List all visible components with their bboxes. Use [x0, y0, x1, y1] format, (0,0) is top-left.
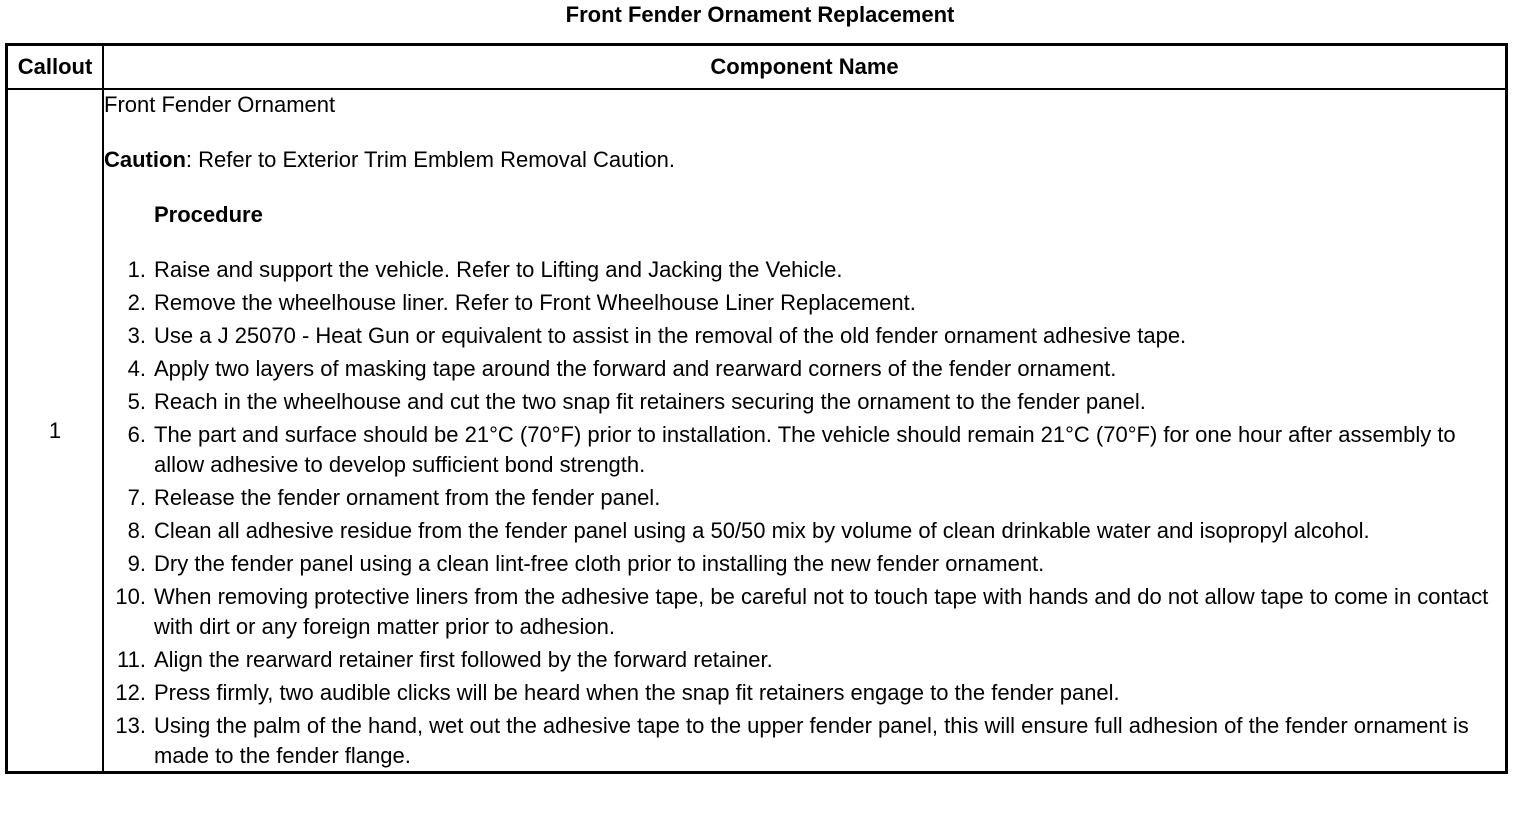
step-text: Using the palm of the hand, wet out the adhesive tape to the upper fender panel, this will ensure full adhesion of the fender ornament is made to the fender flange. [154, 713, 1469, 768]
list-item [104, 288, 1505, 318]
caution-label: Caution [104, 147, 186, 172]
list-item [104, 420, 1505, 480]
step-text: When removing protective liners from the adhesive tape, be careful not to touch tape with hands and do not allow tape to come in contact with dirt or any foreign matter prior to adhesion. [154, 584, 1489, 639]
list-item [104, 483, 1505, 513]
caution-text: : Refer to Exterior Trim Emblem Removal Caution. [185, 147, 675, 172]
table-header-row [7, 45, 1507, 90]
step-number: 2. [127, 290, 146, 315]
step-number: 9. [127, 551, 146, 576]
list-item [104, 516, 1505, 546]
step-number: 13. [115, 713, 146, 738]
caution-note [104, 145, 1505, 175]
component-name: Front Fender Ornament [104, 92, 336, 117]
step-text: Remove the wheelhouse liner. Refer to Front Wheelhouse Liner Replacement. [154, 290, 916, 315]
procedure-table [5, 43, 1508, 774]
step-text: Press firmly, two audible clicks will be heard when the snap fit retainers engage to the fender panel. [154, 680, 1120, 705]
list-item [104, 549, 1505, 579]
page-title: Front Fender Ornament Replacement [565, 2, 955, 27]
step-text: Raise and support the vehicle. Refer to Lifting and Jacking the Vehicle. [154, 257, 843, 282]
step-number: 5. [127, 389, 146, 414]
step-number: 3. [127, 323, 146, 348]
step-text: Release the fender ornament from the fender panel. [154, 485, 661, 510]
list-item [104, 645, 1505, 675]
step-number: 12. [115, 680, 146, 705]
column-header-callout: Callout [7, 45, 104, 90]
list-item [104, 321, 1505, 351]
step-number: 11. [117, 647, 146, 672]
step-number: 4. [127, 356, 146, 381]
list-item [104, 387, 1505, 417]
list-item [104, 354, 1505, 384]
step-number: 6. [127, 422, 146, 447]
table-row [7, 89, 1507, 773]
list-item [104, 678, 1505, 708]
list-item [104, 255, 1505, 285]
step-text: Reach in the wheelhouse and cut the two snap fit retainers securing the ornament to the fender panel. [154, 389, 1146, 414]
step-text: Clean all adhesive residue from the fender panel using a 50/50 mix by volume of clean drinkable water and isopropyl alcohol. [154, 518, 1370, 543]
step-text: Align the rearward retainer first followed by the forward retainer. [154, 647, 773, 672]
step-number: 8. [127, 518, 146, 543]
column-header-component-name: Component Name [103, 45, 1507, 90]
list-item [104, 582, 1505, 642]
step-text: Use a J 25070 - Heat Gun or equivalent to assist in the removal of the old fender ornament adhesive tape. [154, 323, 1187, 348]
step-number: 7. [127, 485, 146, 510]
step-number: 10. [115, 584, 146, 609]
list-item [104, 711, 1505, 771]
step-text: Apply two layers of masking tape around the forward and rearward corners of the fender ornament. [154, 356, 1117, 381]
step-text: Dry the fender panel using a clean lint-free cloth prior to installing the new fender ornament. [154, 551, 1045, 576]
procedure-steps [104, 255, 1505, 771]
step-text: The part and surface should be 21°C (70°F) prior to installation. The vehicle should remain 21°C (70°F) for one hour after assembly to allow adhesive to develop sufficient bond strength. [154, 422, 1456, 477]
component-cell [103, 89, 1507, 773]
step-number: 1. [127, 257, 146, 282]
procedure-heading: Procedure [154, 202, 263, 227]
callout-number: 1 [7, 89, 104, 773]
